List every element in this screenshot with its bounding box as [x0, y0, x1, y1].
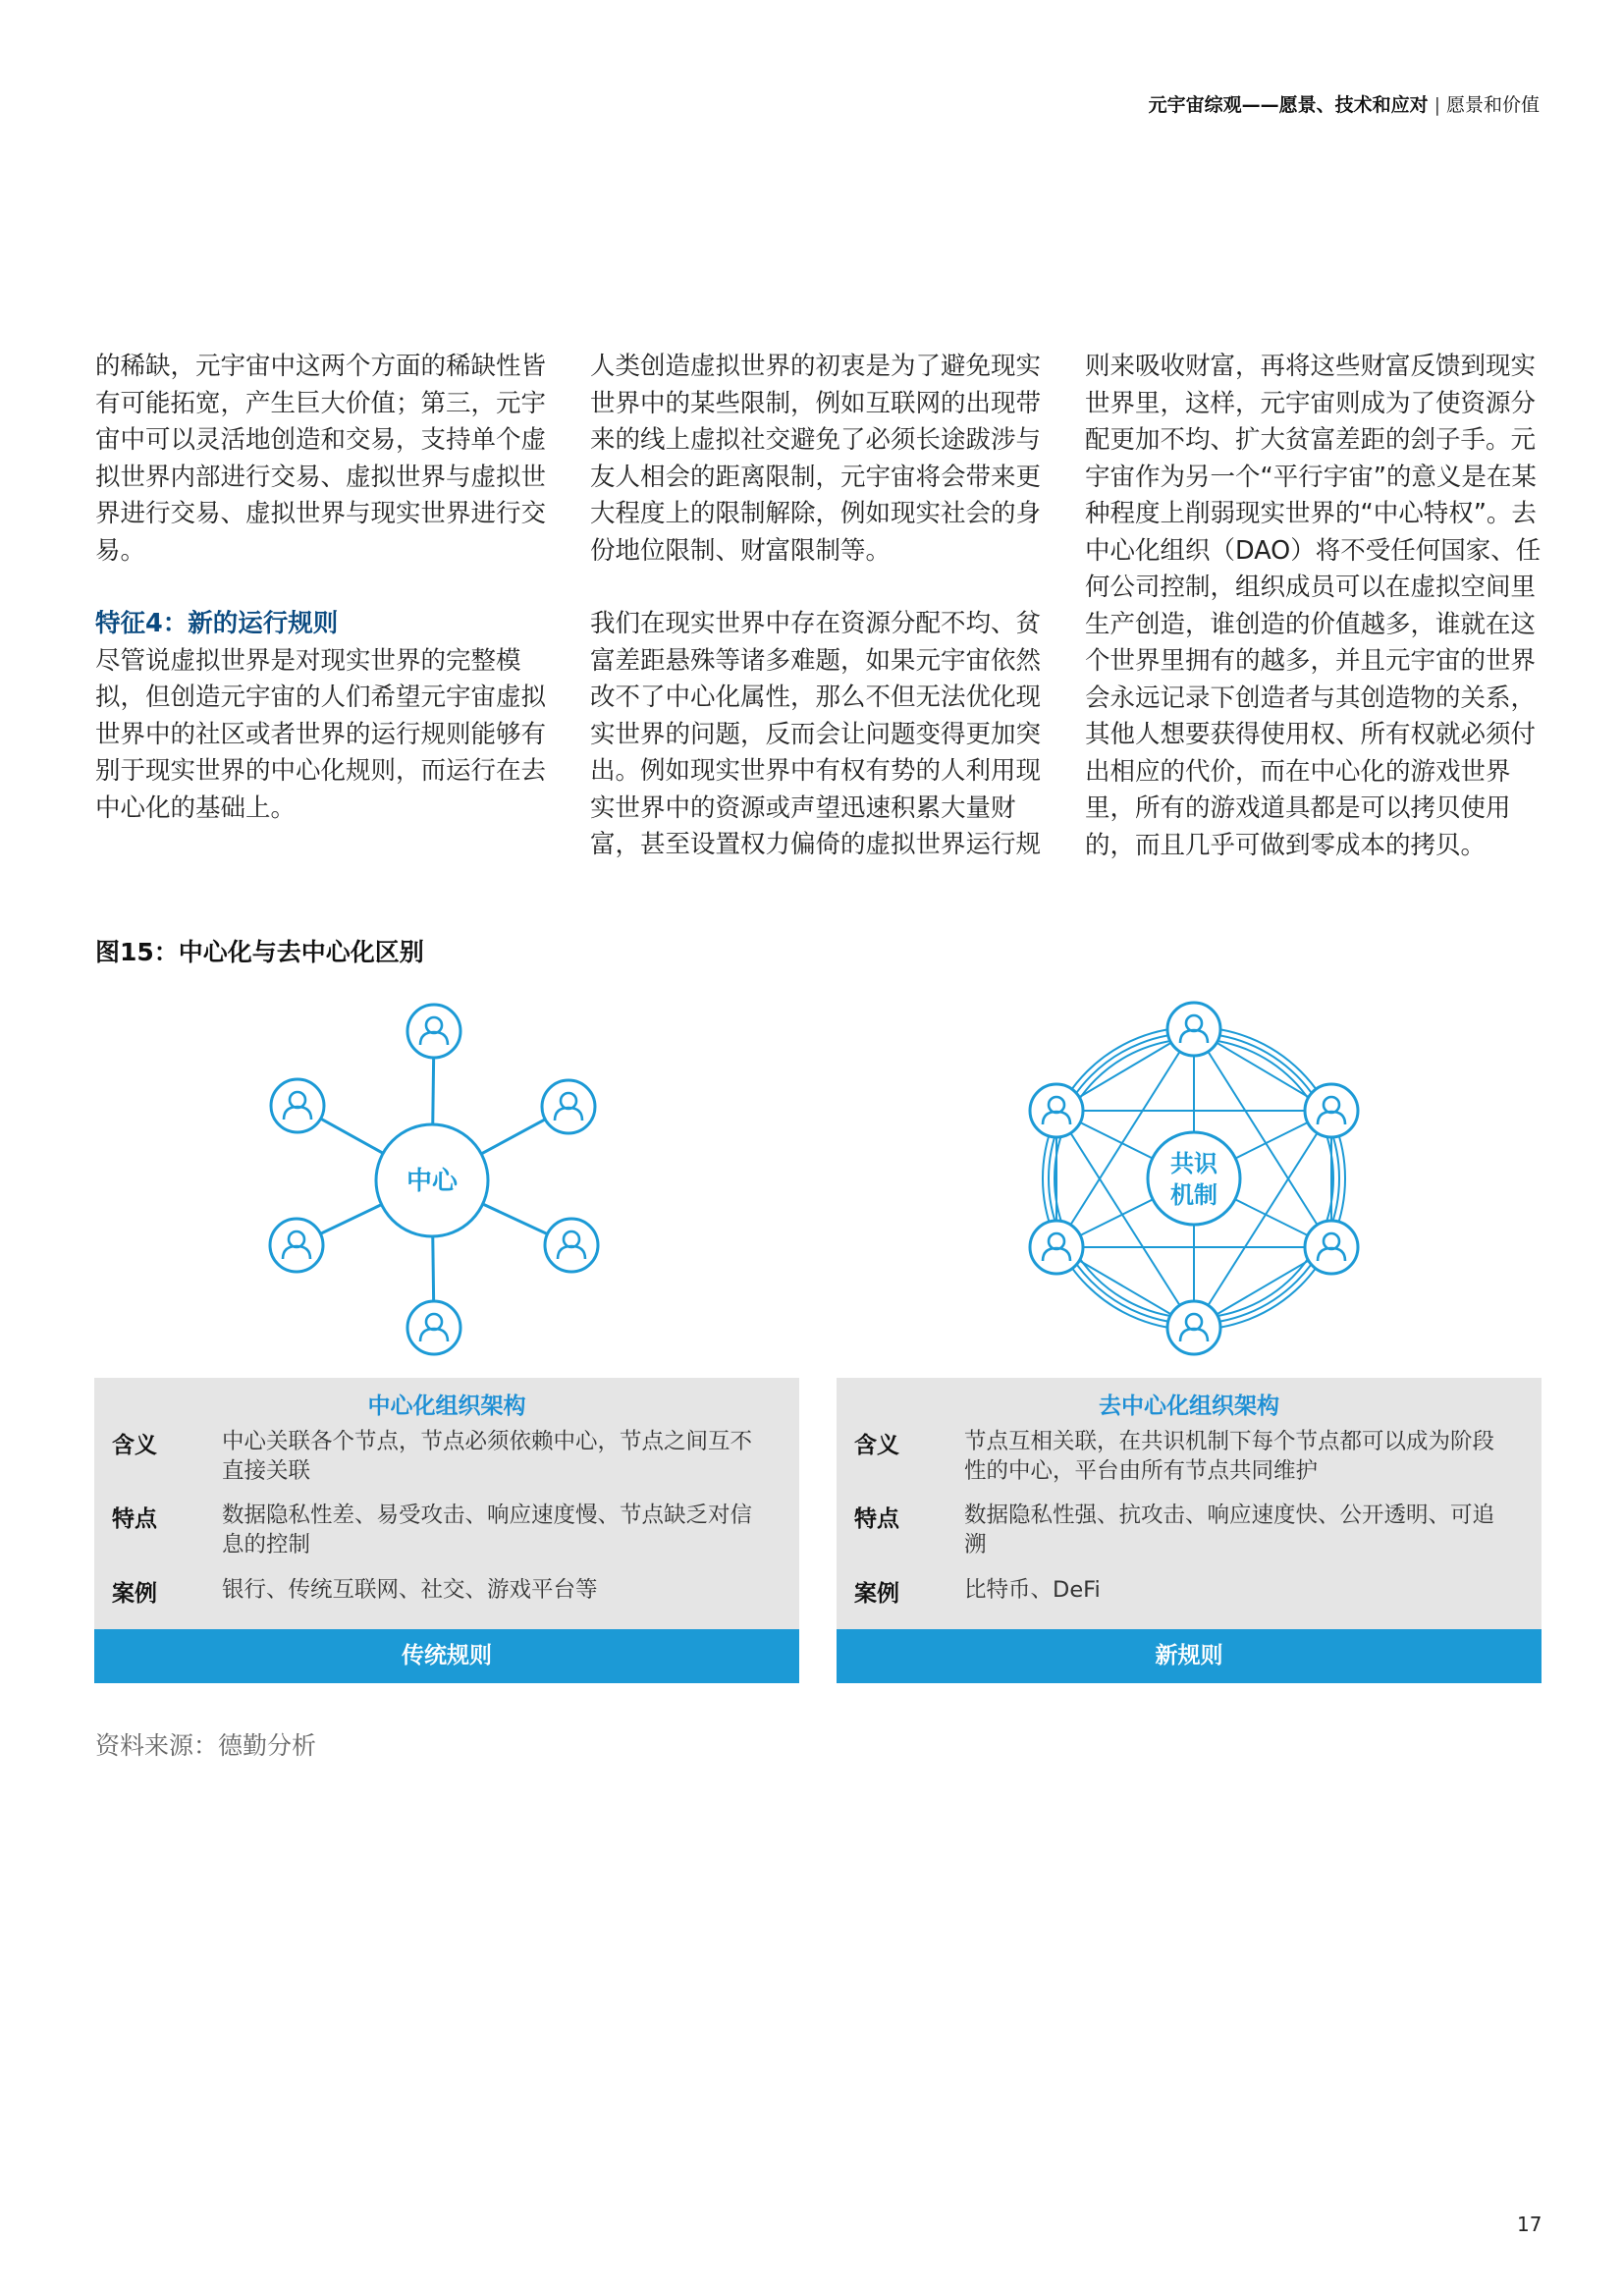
panel-title: 中心化组织架构	[367, 1394, 526, 1419]
row-text: 数据隐私性强、抗攻击、响应速度快、公开透明、可追溯	[964, 1503, 1495, 1558]
source-note: 资料来源：德勤分析	[95, 1731, 317, 1760]
col1-paragraph-2: 尽管说虚拟世界是对现实世界的完整模拟，但创造元宇宙的人们希望元宇宙虚拟世界中的社区或者世界的运行规则能够有别于现实世界的中心化规则，而运行在去中心化的基础上。	[95, 645, 547, 823]
row-text: 银行、传统互联网、社交、游戏平台等	[222, 1577, 598, 1603]
decentralized-info-panel	[837, 1378, 1542, 1683]
person-node-icon	[1030, 1221, 1083, 1274]
person-node-icon	[1305, 1084, 1358, 1137]
row-text: 节点互相关联，在共识机制下每个节点都可以成为阶段性的中心，平台由所有节点共同维护	[964, 1429, 1495, 1484]
consensus-hub-circle	[1148, 1132, 1240, 1225]
person-node-icon	[271, 1079, 324, 1132]
decentralized-network-diagram	[1001, 982, 1414, 1365]
consensus-label-line2: 机制	[1170, 1181, 1217, 1209]
text-column-2	[590, 349, 1052, 864]
figure-title: 图15：中心化与去中心化区别	[95, 938, 424, 966]
panel-footer-bar: 新规则	[837, 1629, 1542, 1683]
person-node-icon	[1167, 1003, 1220, 1056]
centralized-network-diagram	[226, 982, 638, 1365]
row-label: 案例	[854, 1581, 899, 1607]
text-column-1	[95, 349, 557, 827]
row-label: 案例	[112, 1581, 157, 1607]
panel-footer-bar: 传统规则	[94, 1629, 799, 1683]
row-text: 比特币、DeFi	[964, 1577, 1101, 1603]
panel-title: 去中心化组织架构	[1099, 1394, 1279, 1419]
person-node-icon	[1167, 1301, 1220, 1354]
col2-paragraph-2: 我们在现实世界中存在资源分配不均、贫富差距悬殊等诸多难题，如果元宇宙依然改不了中心化属性，那么不但无法优化现实世界的问题，反而会让问题变得更加突出。例如现实世界中有权有势的人利用现实世界中的资源或声望迅速积累大量财富，甚至设置权力偏倚的虚拟世界运行规	[590, 609, 1042, 859]
text-column-3	[1085, 349, 1546, 864]
running-header	[1149, 90, 1540, 117]
person-node-icon	[1305, 1221, 1358, 1274]
col1-paragraph-1: 的稀缺，元宇宙中这两个方面的稀缺性皆有可能拓宽，产生巨大价值；第三，元宇宙中可以灵活地创造和交易，支持单个虚拟世界内部进行交易、虚拟世界与虚拟世界进行交易、虚拟世界与现实世界进行交易。	[95, 352, 547, 566]
feature-4-heading: 特征4：新的运行规则	[95, 609, 339, 638]
hub-label: 中心	[406, 1167, 459, 1196]
consensus-label-line1: 共识	[1170, 1150, 1217, 1177]
row-label: 含义	[854, 1433, 899, 1458]
row-text: 中心关联各个节点，节点必须依赖中心，节点之间互不直接关联	[222, 1429, 753, 1484]
person-node-icon	[407, 1005, 460, 1058]
centralized-info-panel	[94, 1378, 799, 1683]
person-node-icon	[545, 1219, 598, 1272]
row-label: 含义	[112, 1433, 157, 1458]
row-text: 数据隐私性差、易受攻击、响应速度慢、节点缺乏对信息的控制	[222, 1503, 753, 1558]
person-node-icon	[542, 1080, 595, 1133]
row-label: 特点	[112, 1506, 157, 1532]
header-separator: |	[1434, 94, 1440, 116]
col3-paragraph-1: 则来吸收财富，再将这些财富反馈到现实世界里，这样，元宇宙则成为了使资源分配更加不均、扩大贫富差距的刽子手。元宇宙作为另一个“平行宇宙”的意义是在某种程度上削弱现实世界的“中心特权”。去中心化组织（DAO）将不受任何国家、任何公司控制，组织成员可以在虚拟空间里生产创造，谁创造的价值越多，谁就在这个世界里拥有的越多，并且元宇宙的世界会永远记录下创造者与其创造物的关系，其他人想要获得使用权、所有权就必须付出相应的代价，而在中心化的游戏世界里，所有的游戏道具都是可以拷贝使用的，而且几乎可做到零成本的拷贝。	[1085, 352, 1542, 860]
person-node-icon	[1030, 1084, 1083, 1137]
col2-paragraph-1: 人类创造虚拟世界的初衷是为了避免现实世界中的某些限制，例如互联网的出现带来的线上虚拟社交避免了必须长途跋涉与友人相会的距离限制，元宇宙将会带来更大程度上的限制解除，例如现实社会的身份地位限制、财富限制等。	[590, 352, 1042, 566]
page-number: 17	[1517, 2213, 1542, 2236]
row-label: 特点	[854, 1506, 899, 1532]
header-section: 愿景和价值	[1445, 94, 1540, 116]
person-node-icon	[270, 1219, 323, 1272]
person-node-icon	[407, 1301, 460, 1354]
header-report-title: 元宇宙综观——愿景、技术和应对	[1148, 94, 1429, 116]
